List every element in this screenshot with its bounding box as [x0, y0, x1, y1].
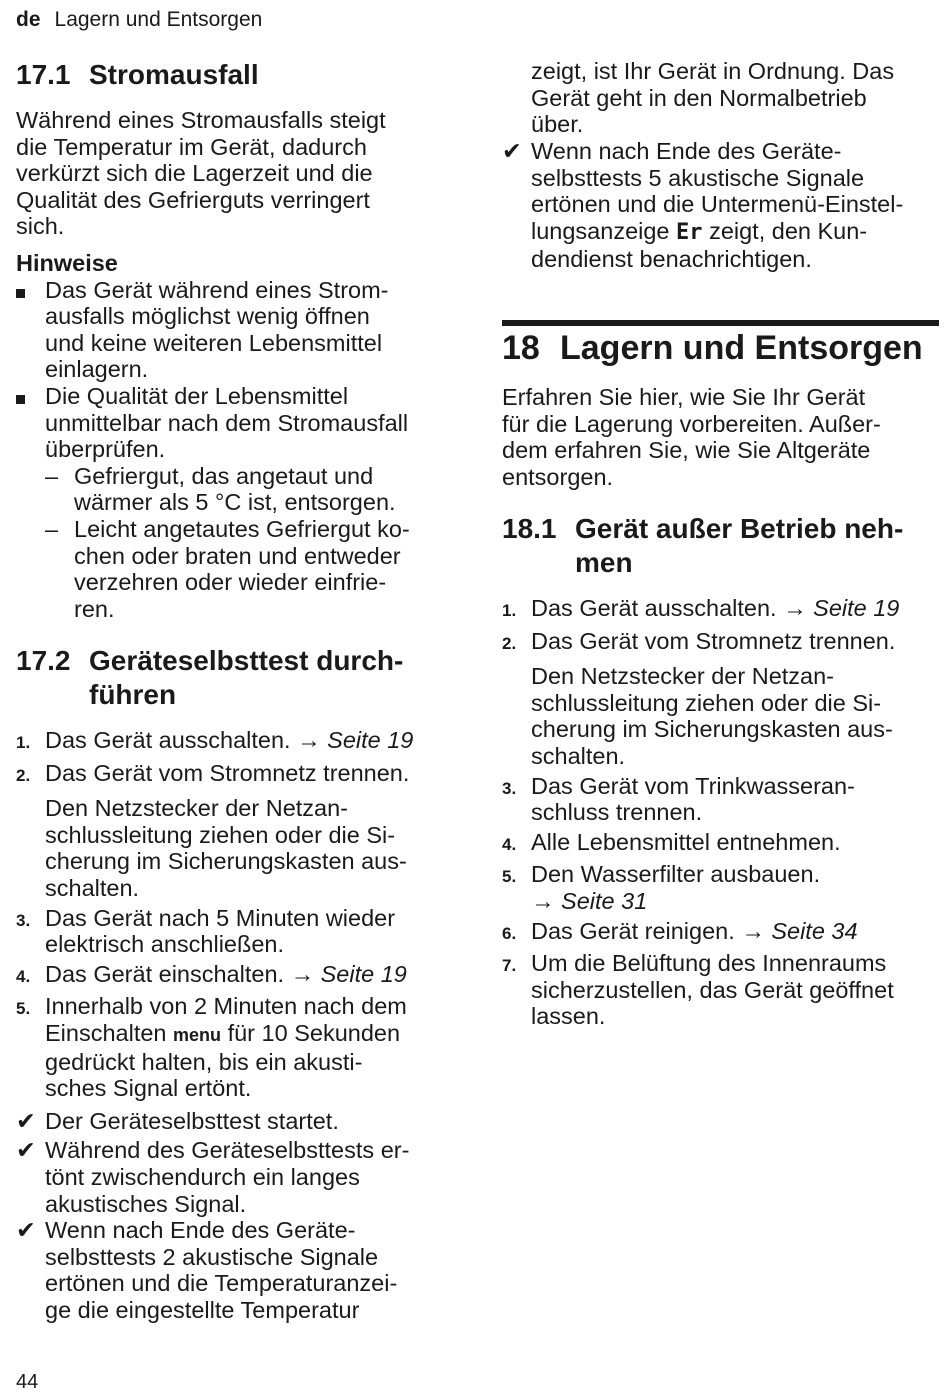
section-heading-18-1: [502, 512, 942, 580]
dash-icon: –: [45, 515, 59, 542]
text-line: Das Gerät vom Trinkwasseran-: [531, 772, 855, 799]
section-title-line: Gerät außer Betrieb neh-: [575, 513, 904, 544]
text-line: dem erfahren Sie, wie Sie Altgeräte: [502, 437, 871, 464]
arrow-right-icon: →: [297, 727, 321, 753]
chapter-number: 18: [502, 329, 540, 367]
text-line: cherung im Sicherungskasten aus-: [45, 848, 407, 875]
text-line: schlussleitung ziehen oder die Si-: [531, 689, 882, 716]
dash-item: [45, 463, 456, 516]
text-line: unmittelbar nach dem Stromausfall: [45, 409, 409, 436]
list-item: [502, 829, 942, 859]
text-line: sicherzustellen, das Gerät geöffnet: [531, 976, 894, 1003]
text-line: Das Gerät während eines Strom-: [45, 276, 389, 303]
chapter-rule: [502, 320, 939, 326]
steps-list: [16, 727, 456, 1323]
text-line: selbsttests 5 akustische Signale: [531, 164, 865, 191]
text-line: Innerhalb von 2 Minuten nach dem: [45, 993, 407, 1020]
list-item: [502, 918, 942, 948]
section-number: 18.1: [502, 513, 557, 544]
text-line: chen oder braten und entweder: [74, 542, 401, 569]
text-line: Qualität des Gefrierguts verringert: [16, 186, 370, 213]
step-text: Das Gerät vom Stromnetz trennen.: [45, 759, 410, 786]
text-line: akustisches Signal.: [45, 1190, 247, 1217]
text-line: lassen.: [531, 1003, 606, 1030]
checkmark-icon: ✔: [502, 138, 522, 164]
step-number: 7.: [502, 956, 517, 976]
step-text: Alle Lebensmittel entnehmen.: [531, 828, 841, 855]
page-reference: Seite 31: [561, 887, 648, 914]
text-line: Gerät geht in den Normalbetrieb: [531, 84, 867, 111]
checkmark-icon: ✔: [16, 1217, 36, 1244]
step-number: 3.: [502, 778, 517, 798]
page-reference: Seite 34: [771, 917, 858, 944]
text-fragment: für 10 Sekunden: [227, 1019, 401, 1046]
text-line: ge die eingestellte Temperatur: [45, 1296, 360, 1323]
text-line: ren.: [74, 595, 115, 622]
step-continuation: [531, 663, 942, 769]
section-title-line: Geräteselbsttest durch-: [89, 645, 404, 676]
step-number: 6.: [502, 923, 517, 943]
result-continuation: [531, 58, 950, 138]
text-line: Wenn nach Ende des Geräte-: [531, 138, 842, 164]
chapter-intro: [502, 384, 942, 490]
header-title: Lagern und Entsorgen: [54, 8, 263, 31]
step-number: 5.: [502, 867, 517, 887]
section-title: Stromausfall: [89, 59, 259, 90]
steps-list: [502, 595, 942, 1030]
text-line: und keine weiteren Lebensmittel: [45, 329, 383, 356]
text-fragment: Einschalten: [45, 1019, 167, 1046]
arrow-right-icon: →: [290, 960, 315, 987]
text-line: ausfalls möglichst wenig öffnen: [45, 303, 370, 330]
text-line: Während eines Stromausfalls steigt: [16, 107, 386, 133]
text-line: schlussleitung ziehen oder die Si-: [45, 821, 396, 848]
step-text: Das Gerät vom Stromnetz trennen.: [531, 627, 896, 654]
text-line: sches Signal ertönt.: [45, 1075, 252, 1102]
text-line: Während des Geräteselbsttests er-: [45, 1137, 410, 1164]
result-text: Der Geräteselbsttest startet.: [45, 1107, 339, 1134]
text-line: ertönen und die Untermenü-Einstel-: [531, 191, 904, 218]
bullet-item: [16, 277, 456, 383]
chapter-heading-18: [502, 328, 942, 368]
text-line: entsorgen.: [502, 463, 614, 490]
step-number: 5.: [16, 999, 31, 1019]
step-number: 4.: [502, 834, 517, 854]
menu-key-label: menu: [173, 1024, 222, 1045]
running-header: [16, 8, 262, 32]
text-line: wärmer als 5 °C ist, entsorgen.: [74, 489, 396, 516]
text-line: gedrückt halten, bis ein akusti-: [45, 1048, 363, 1075]
bullet-item: [16, 383, 456, 463]
text-line: elektrisch anschließen.: [45, 931, 285, 958]
step-text: Das Gerät reinigen.: [531, 917, 735, 944]
square-bullet-icon: [16, 395, 25, 404]
step-text: Das Gerät einschalten.: [45, 960, 285, 987]
list-item: [16, 961, 456, 991]
step-number: 4.: [16, 966, 31, 986]
text-line: Die Qualität der Lebensmittel: [45, 382, 349, 409]
list-item: [16, 760, 456, 790]
text-line: Wenn nach Ende des Geräte-: [45, 1217, 356, 1244]
list-item: [16, 993, 456, 1101]
result-item: [502, 138, 942, 273]
text-line: überprüfen.: [45, 436, 166, 463]
text-line: dendienst benachrichtigen.: [531, 246, 812, 273]
text-line: schluss trennen.: [531, 799, 703, 826]
step-text: Das Gerät ausschalten.: [531, 595, 777, 621]
list-item: [502, 595, 942, 625]
text-line: schalten.: [531, 742, 626, 769]
section-heading-17-2: [16, 644, 456, 712]
text-line: verzehren oder wieder einfrie-: [74, 569, 387, 596]
section-intro: [16, 107, 456, 240]
language-code: de: [16, 8, 41, 31]
display-code: Er: [676, 219, 703, 245]
text-line: Um die Belüftung des Innenraums: [531, 950, 887, 977]
checkmark-icon: ✔: [16, 1137, 36, 1164]
list-item: [502, 628, 942, 658]
list-item: [502, 950, 942, 1030]
text-line: Den Netzstecker der Netzan-: [531, 663, 835, 690]
text-line: Den Netzstecker der Netzan-: [45, 795, 349, 822]
text-line: Das Gerät nach 5 Minuten wieder: [45, 904, 396, 931]
page-reference: Seite 19: [813, 595, 900, 621]
text-line: sich.: [16, 213, 65, 240]
text-line: verkürzt sich die Lagerzeit und die: [16, 160, 373, 187]
text-line: die Temperatur im Gerät, dadurch: [16, 133, 367, 160]
result-item: [16, 1108, 456, 1135]
step-number: 2.: [16, 765, 31, 785]
square-bullet-icon: [16, 289, 25, 298]
text-fragment: lungsanzeige: [531, 217, 670, 244]
text-line: selbsttests 2 akustische Signale: [45, 1243, 379, 1270]
arrow-right-icon: →: [783, 595, 807, 621]
list-item: [16, 727, 456, 757]
text-line: Gefriergut, das angetaut und: [74, 462, 374, 489]
notes-block: [16, 250, 456, 622]
page-number: 44: [16, 1371, 39, 1393]
text-line: tönt zwischendurch ein langes: [45, 1163, 360, 1190]
step-number: 2.: [502, 633, 517, 653]
notes-label: Hinweise: [16, 250, 118, 276]
section-title-line: men: [575, 547, 633, 578]
step-text: Den Wasserfilter ausbauen.: [531, 861, 821, 888]
chapter-title: Lagern und Entsorgen: [560, 329, 923, 367]
list-item: [502, 773, 942, 826]
text-line: zeigt, ist Ihr Gerät in Ordnung. Das: [531, 58, 895, 84]
text-line: Leicht angetautes Gefriergut ko-: [74, 515, 410, 542]
section-title-line: führen: [89, 679, 177, 710]
text-line: Erfahren Sie hier, wie Sie Ihr Gerät: [502, 384, 866, 410]
text-line: über.: [531, 111, 584, 138]
list-item: [502, 861, 942, 914]
text-line: schalten.: [45, 874, 140, 901]
step-number: 1.: [16, 733, 31, 752]
step-number: 1.: [502, 601, 517, 620]
text-line: cherung im Sicherungskasten aus-: [531, 716, 893, 743]
step-text: Das Gerät ausschalten.: [45, 727, 291, 753]
text-line: ertönen und die Temperaturanzei-: [45, 1270, 398, 1297]
arrow-right-icon: →: [741, 917, 765, 944]
step-continuation: [45, 795, 456, 901]
result-item: [16, 1137, 456, 1217]
result-item: [16, 1217, 456, 1323]
arrow-right-icon: →: [531, 887, 555, 914]
section-number: 17.2: [16, 645, 71, 676]
page-reference: Seite 19: [320, 960, 407, 987]
text-fragment: zeigt, den Kun-: [709, 217, 868, 244]
dash-item: [45, 516, 456, 622]
checkmark-icon: ✔: [16, 1107, 36, 1134]
page-reference: Seite 19: [327, 727, 414, 753]
text-line: einlagern.: [45, 356, 149, 383]
dash-icon: –: [45, 462, 59, 489]
section-number: 17.1: [16, 59, 71, 90]
step-number: 3.: [16, 910, 31, 930]
text-line: für die Lagerung vorbereiten. Außer-: [502, 410, 881, 437]
section-heading-17-1: [16, 58, 456, 92]
list-item: [16, 905, 456, 958]
